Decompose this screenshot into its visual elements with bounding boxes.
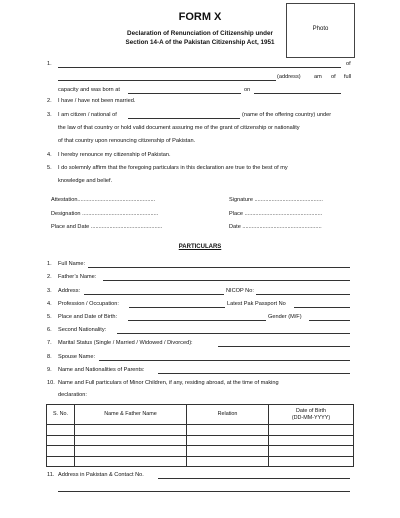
item2-number: 2. <box>47 98 52 104</box>
marital-status-field[interactable] <box>218 346 350 347</box>
item1-address-field[interactable] <box>58 80 276 81</box>
place-field[interactable]: Place .................................................. <box>229 211 323 217</box>
item1-am: am <box>314 74 322 80</box>
photo-label: Photo <box>312 26 329 32</box>
father-name-field[interactable] <box>103 280 350 281</box>
item4-text: I hereby renounce my citizenship of Pakistan. <box>58 152 171 158</box>
table-cell[interactable] <box>75 446 187 457</box>
minor-children-table <box>46 404 354 467</box>
date-field[interactable]: Date ................................................... <box>229 224 322 230</box>
table-cell[interactable] <box>47 435 75 446</box>
second-nationality-field[interactable] <box>117 333 350 334</box>
table-cell[interactable] <box>269 425 354 436</box>
subtitle-line-1: Declaration of Renunciation of Citizenship under <box>127 30 273 37</box>
attestation-field[interactable]: Attestation.................................................. <box>51 197 156 203</box>
minor-children-label-line2: declaration: <box>58 392 87 398</box>
item3-line2: the law of that country or hold valid document assuring me of the grant of citizenship or nationality <box>58 125 300 131</box>
table-header-row <box>47 405 354 425</box>
item2-text: I have / have not been married. <box>58 98 136 104</box>
item4-number: 4. <box>47 152 52 158</box>
particular-number: 7. <box>47 340 52 346</box>
dob-header-line2: (DD-MM-YYYY) <box>291 414 331 421</box>
passport-field[interactable] <box>294 307 350 308</box>
nicop-label: NICOP No: <box>226 288 254 294</box>
pakistan-address-field-line2[interactable] <box>58 491 350 492</box>
pakistan-address-label: Address in Pakistan & Contact No. <box>58 472 144 478</box>
table-cell[interactable] <box>269 446 354 457</box>
table-cell[interactable] <box>269 435 354 446</box>
second-nationality-label: Second Nationality: <box>58 327 107 333</box>
full-name-field[interactable] <box>88 267 350 268</box>
item3-country-field[interactable] <box>128 118 240 119</box>
col-name-header: Name & Father Name <box>75 405 187 425</box>
table-cell[interactable] <box>187 456 269 467</box>
table-cell[interactable] <box>187 425 269 436</box>
full-name-label: Full Name: <box>58 261 86 267</box>
table-cell[interactable] <box>269 456 354 467</box>
spouse-name-label: Spouse Name: <box>58 354 96 360</box>
table-row[interactable] <box>47 446 354 457</box>
item1-full: full <box>344 74 352 80</box>
nicop-field[interactable] <box>256 294 350 295</box>
particular-number: 6. <box>47 327 52 333</box>
table-cell[interactable] <box>75 435 187 446</box>
item1-capacity-text: capacity and was born at <box>58 87 120 93</box>
table-cell[interactable] <box>187 446 269 457</box>
pakistan-address-field[interactable] <box>158 478 350 479</box>
table-cell[interactable] <box>75 456 187 467</box>
item5-line1: I do solemnly affirm that the foregoing particulars in this declaration are true to the best of my <box>58 165 288 171</box>
birth-label: Place and Date of Birth: <box>58 314 118 320</box>
signature-field[interactable]: Signature ............................................ <box>229 197 323 203</box>
item3-number: 3. <box>47 112 52 118</box>
item5-line2: knowledge and belief. <box>58 178 113 184</box>
col-sno-header: S. No. <box>47 405 75 425</box>
item1-number: 1. <box>47 61 52 67</box>
profession-field[interactable] <box>129 307 225 308</box>
gender-label: Gender (M/F) <box>268 314 302 320</box>
address-label: Address: <box>58 288 81 294</box>
particular-number: 9. <box>47 367 52 373</box>
item3-text-a: I am citizen / national of <box>58 112 117 118</box>
particular-number: 3. <box>47 288 52 294</box>
table-row[interactable] <box>47 435 354 446</box>
dob-header-line1: Date of Birth <box>296 408 326 414</box>
table-cell[interactable] <box>187 435 269 446</box>
table-cell[interactable] <box>47 425 75 436</box>
item1-address-label: (address) <box>277 74 301 80</box>
profession-label: Profession / Occupation: <box>58 301 119 307</box>
table-row[interactable] <box>47 456 354 467</box>
col-relation-header: Relation <box>187 405 269 425</box>
subtitle-line-2: Section 14-A of the Pakistan Citizenship Act, 1951 <box>125 39 275 46</box>
form-title: FORM X <box>178 11 222 23</box>
particular-number: 10. <box>47 380 55 386</box>
item1-of: of <box>346 61 351 67</box>
item1-birthdate-field[interactable] <box>254 93 341 94</box>
spouse-name-field[interactable] <box>99 360 350 361</box>
birth-field[interactable] <box>128 320 266 321</box>
particular-number: 11. <box>47 472 55 478</box>
item1-on: on <box>244 87 251 93</box>
item3-text-b: (name of the offering country) under <box>242 112 332 118</box>
table-row[interactable] <box>47 425 354 436</box>
item1-name-field[interactable] <box>58 67 341 68</box>
particular-number: 2. <box>47 274 52 280</box>
table-cell[interactable] <box>47 456 75 467</box>
place-date-field[interactable]: Place and Date .............................................. <box>51 224 163 230</box>
item3-line3: of that country upon renouncing citizenship of Pakistan. <box>58 138 196 144</box>
particular-number: 5. <box>47 314 52 320</box>
table-cell[interactable] <box>47 446 75 457</box>
particular-number: 4. <box>47 301 52 307</box>
gender-field[interactable] <box>309 320 350 321</box>
passport-label: Latest Pak Passport No <box>227 301 286 307</box>
particular-number: 1. <box>47 261 52 267</box>
designation-field[interactable]: Designation ................................................. <box>51 211 159 217</box>
table-cell[interactable] <box>75 425 187 436</box>
particular-number: 8. <box>47 354 52 360</box>
father-name-label: Father’s Name: <box>58 274 97 280</box>
particulars-heading: PARTICULARS <box>178 244 222 250</box>
col-dob-header <box>269 405 354 425</box>
item1-birthplace-field[interactable] <box>128 93 241 94</box>
address-field[interactable] <box>84 294 224 295</box>
parents-field[interactable] <box>158 373 350 374</box>
item5-number: 5. <box>47 165 52 171</box>
marital-status-label: Marital Status (Single / Married / Widowed / Divorced): <box>58 340 193 346</box>
photo-box <box>286 3 355 58</box>
parents-label: Name and Nationalities of Parents: <box>58 367 145 373</box>
minor-children-label: Name and Full particulars of Minor Children, if any, residing abroad, at the time of making <box>58 380 279 386</box>
item1-of2: of <box>331 74 336 80</box>
